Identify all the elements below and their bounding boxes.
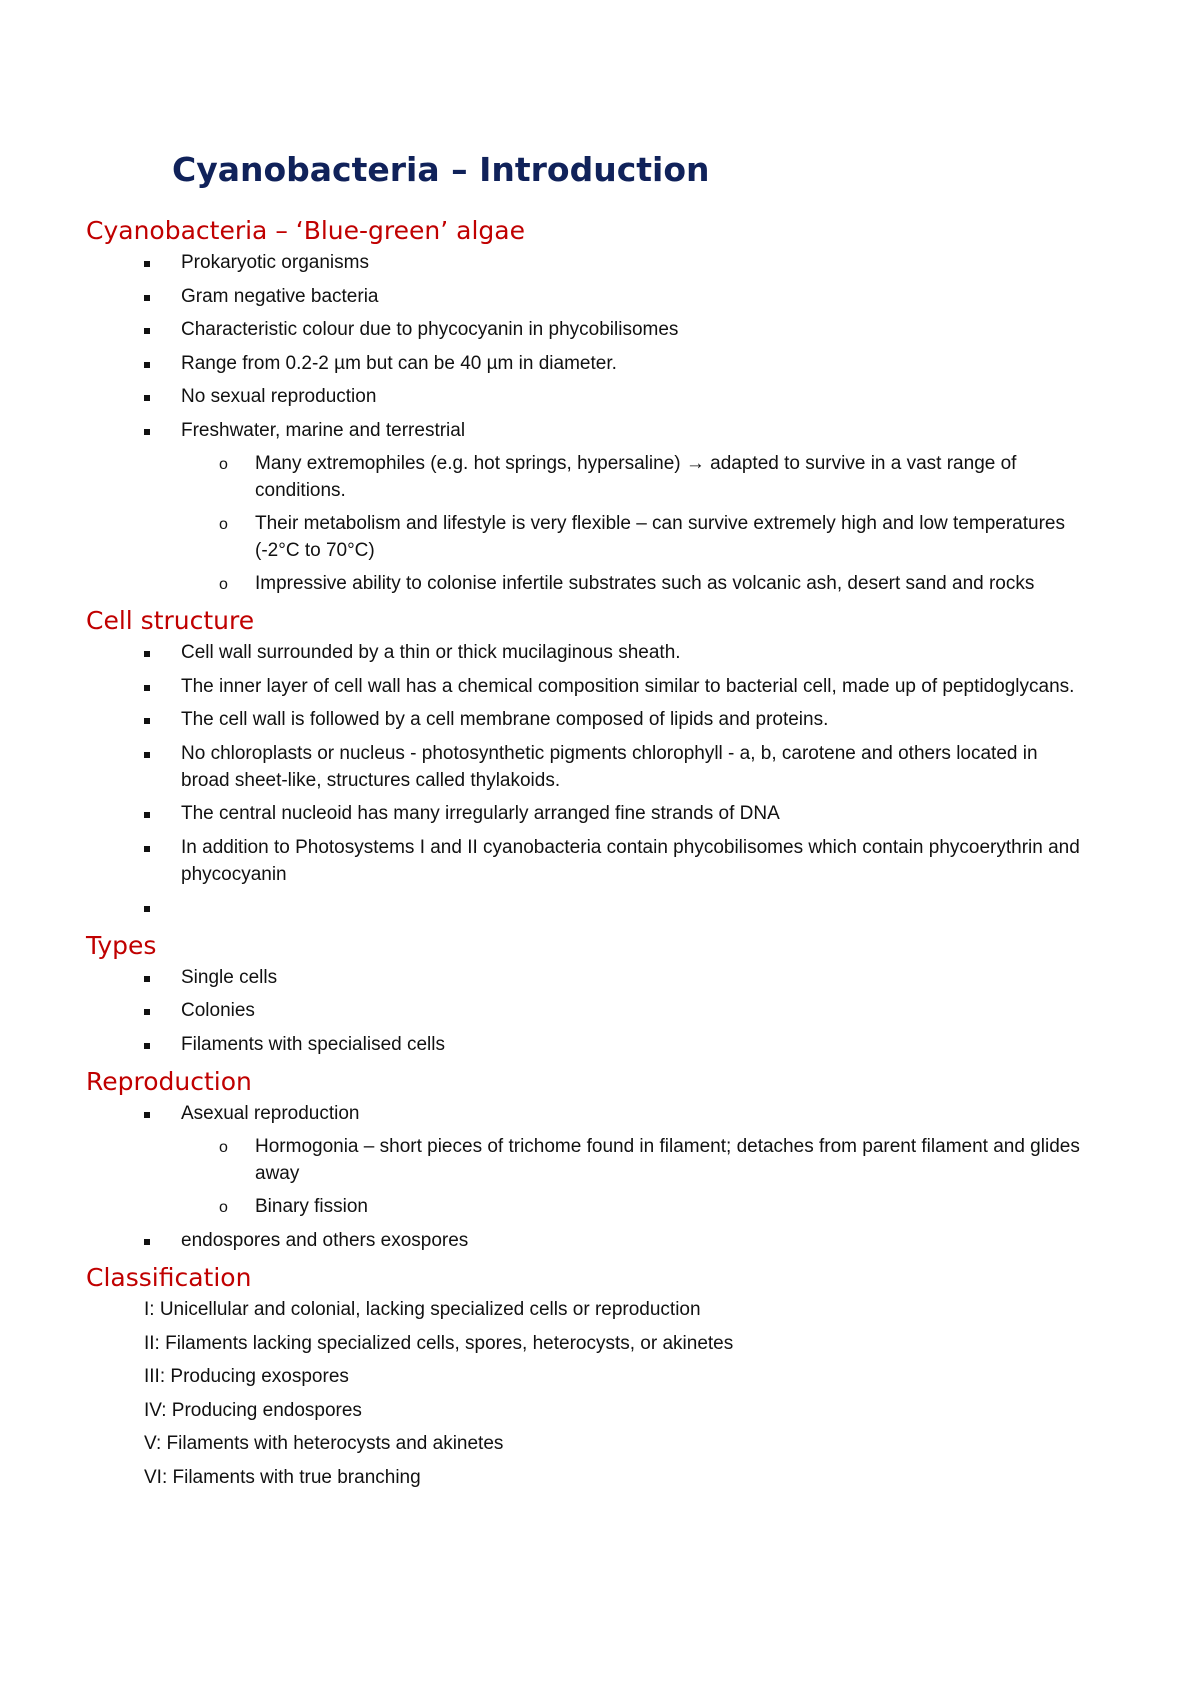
intro-sublist <box>181 450 1086 597</box>
cell-structure-list <box>86 639 1086 921</box>
list-item-text: Asexual reproduction <box>181 1103 360 1124</box>
sub-list-item: o Impressive ability to colonise infertile substrates such as volcanic ash, desert sand and rocks <box>255 570 1086 597</box>
section-cell-structure <box>86 603 1086 921</box>
classification-list <box>86 1296 1086 1491</box>
list-item: The central nucleoid has many irregularly arranged fine strands of DNA <box>181 800 1086 827</box>
classification-item: IV: Producing endospores <box>144 1399 362 1421</box>
section-intro <box>86 213 1086 597</box>
list-item-with-sublist <box>181 417 1086 597</box>
list-item: Prokaryotic organisms <box>181 249 1086 276</box>
list-item: No chloroplasts or nucleus - photosynthetic pigments chlorophyll - a, b, carotene and others located in broad sheet-like, structures called thylakoids. <box>181 740 1086 794</box>
list-item: In addition to Photosystems I and II cyanobacteria contain phycobilisomes which contain phycoerythrin and phycocyanin <box>181 834 1086 888</box>
section-classification <box>86 1260 1086 1491</box>
page-title: Cyanobacteria – Introduction <box>172 150 710 189</box>
intro-list <box>86 249 1086 597</box>
section-heading-types: Types <box>86 930 157 960</box>
sub-list-item: o Binary fission <box>255 1193 1086 1220</box>
list-item: Filaments with specialised cells <box>181 1031 1086 1058</box>
section-types <box>86 928 1086 1058</box>
list-item: Single cells <box>181 964 1086 991</box>
list-item: No sexual reproduction <box>181 383 1086 410</box>
list-item-text: Freshwater, marine and terrestrial <box>181 419 466 441</box>
reproduction-list <box>86 1100 1086 1254</box>
section-heading-classification: Classification <box>86 1263 252 1292</box>
classification-item: V: Filaments with heterocysts and akinetes <box>144 1433 504 1454</box>
list-item: Cell wall surrounded by a thin or thick mucilaginous sheath. <box>181 639 1086 666</box>
document-content <box>86 213 1086 1497</box>
list-item: The inner layer of cell wall has a chemical composition similar to bacterial cell, made up of peptidoglycans. <box>181 673 1086 700</box>
sub-list-item: o Their metabolism and lifestyle is very flexible – can survive extremely high and low temperatures (-2°C to 70°C) <box>255 510 1086 564</box>
section-heading-reproduction: Reproduction <box>86 1067 252 1096</box>
classification-item: III: Producing exospores <box>144 1366 349 1387</box>
sub-list-item: o Hormogonia – short pieces of trichome found in filament; detaches from parent filament and glides away <box>255 1133 1086 1187</box>
sub-list-item: o Many extremophiles (e.g. hot springs, hypersaline) → adapted to survive in a vast range of conditions. <box>255 450 1086 504</box>
list-item: Characteristic colour due to phycocyanin in phycobilisomes <box>181 316 1086 343</box>
section-heading-cell-structure: Cell structure <box>86 606 255 635</box>
classification-item: VI: Filaments with true branching <box>144 1466 421 1488</box>
reproduction-sublist <box>181 1133 1086 1220</box>
list-item-with-sublist <box>181 1100 1086 1220</box>
list-item: endospores and others exospores <box>181 1227 1086 1254</box>
classification-item: I: Unicellular and colonial, lacking specialized cells or reproduction <box>144 1299 701 1320</box>
list-item: Gram negative bacteria <box>181 283 1086 310</box>
list-item: The cell wall is followed by a cell membrane composed of lipids and proteins. <box>181 706 1086 733</box>
list-item: Colonies <box>181 997 1086 1024</box>
section-heading-intro: Cyanobacteria – ‘Blue-green’ algae <box>86 216 525 245</box>
types-list <box>86 964 1086 1058</box>
list-item: Range from 0.2-2 µm but can be 40 µm in diameter. <box>181 350 1086 377</box>
section-reproduction <box>86 1064 1086 1254</box>
classification-item: II: Filaments lacking specialized cells, spores, heterocysts, or akinetes <box>144 1332 734 1354</box>
empty-list-item <box>181 894 1086 921</box>
